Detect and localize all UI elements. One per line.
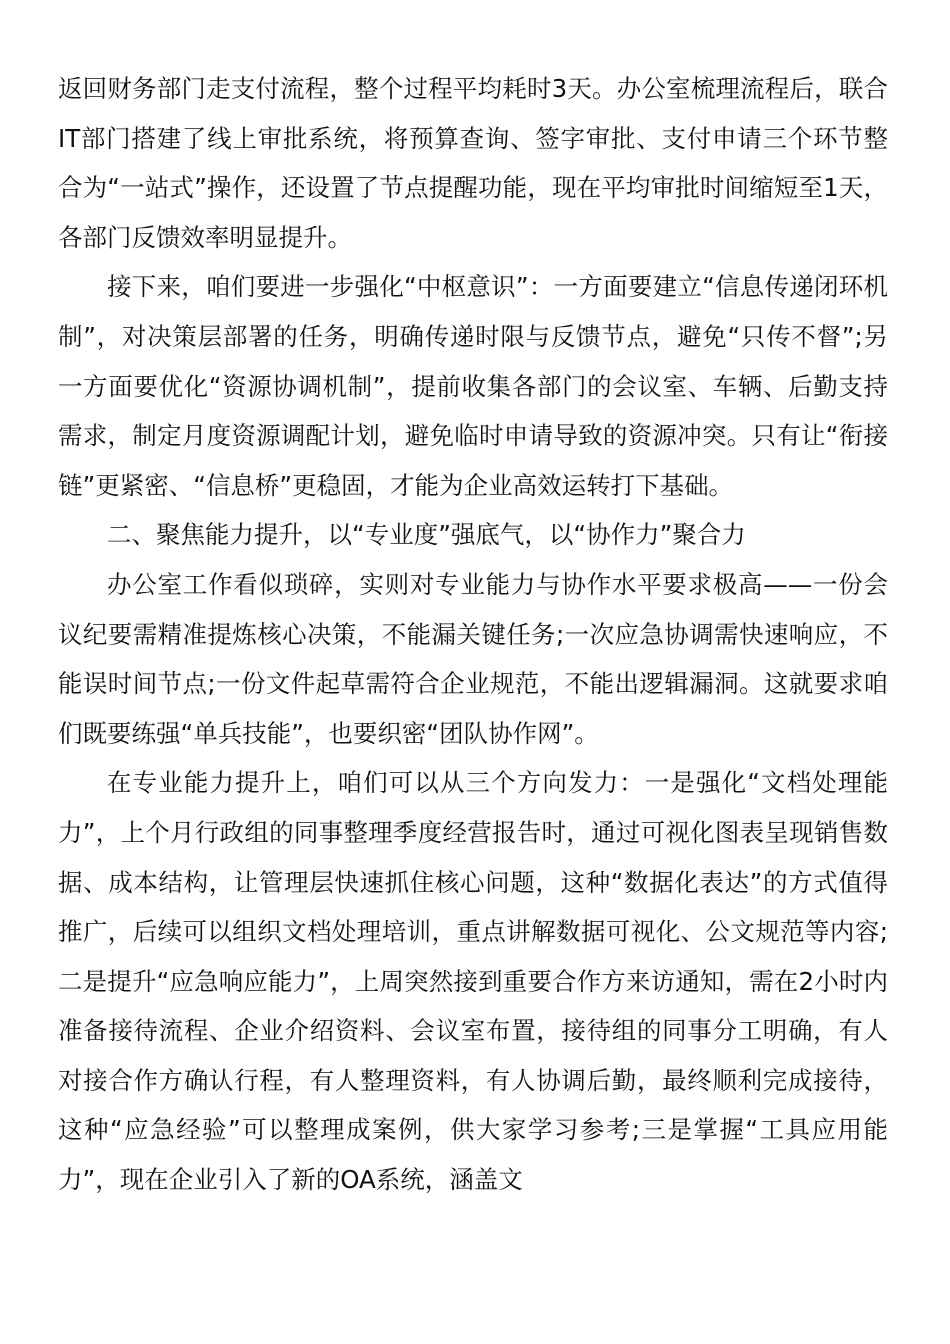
body-paragraph: 办公室工作看似琐碎，实则对专业能力与协作水平要求极高——一份会议纪要需精准提炼核心决策，不能漏关键任务;一次应急协调需快速响应，不能误时间节点;一份文件起草需符合企业规范，不能出逻辑漏洞。这就要求咱们既要练强“单兵技能”，也要织密“团队协作网”。	[58, 569, 888, 748]
body-paragraph: 在专业能力提升上，咱们可以从三个方向发力：一是强化“文档处理能力”，上个月行政组的同事整理季度经营报告时，通过可视化图表呈现销售数据、成本结构，让管理层快速抓住核心问题，这种“数据化表达”的方式值得推广，后续可以组织文档处理培训，重点讲解数据可视化、公文规范等内容;二是提升“应急响应能力”，上周突然接到重要合作方来访通知，需在2小时内准备接待流程、企业介绍资料、会议室布置，接待组的同事分工明确，有人对接合作方确认行程，有人整理资料，有人协调后勤，最终顺利完成接待，这种“应急经验”可以整理成案例，供大家学习参考;三是掌握“工具应用能力”，现在企业引入了新的OA系统，涵盖文	[58, 768, 888, 1195]
document-page	[58, 64, 888, 1205]
section-heading: 二、聚焦能力提升，以“专业度”强底气，以“协作力”聚合力	[107, 520, 746, 550]
body-paragraph: 接下来，咱们要进一步强化“中枢意识”：一方面要建立“信息传递闭环机制”，对决策层部署的任务，明确传递时限与反馈节点，避免“只传不督”;另一方面要优化“资源协调机制”，提前收集各部门的会议室、车辆、后勤支持需求，制定月度资源调配计划，避免临时申请导致的资源冲突。只有让“衔接链”更紧密、“信息桥”更稳固，才能为企业高效运转打下基础。	[58, 272, 888, 500]
body-paragraph: 返回财务部门走支付流程，整个过程平均耗时3天。办公室梳理流程后，联合IT部门搭建了线上审批系统，将预算查询、签字审批、支付申请三个环节整合为“一站式”操作，还设置了节点提醒功能，现在平均审批时间缩短至1天，各部门反馈效率明显提升。	[58, 74, 888, 252]
